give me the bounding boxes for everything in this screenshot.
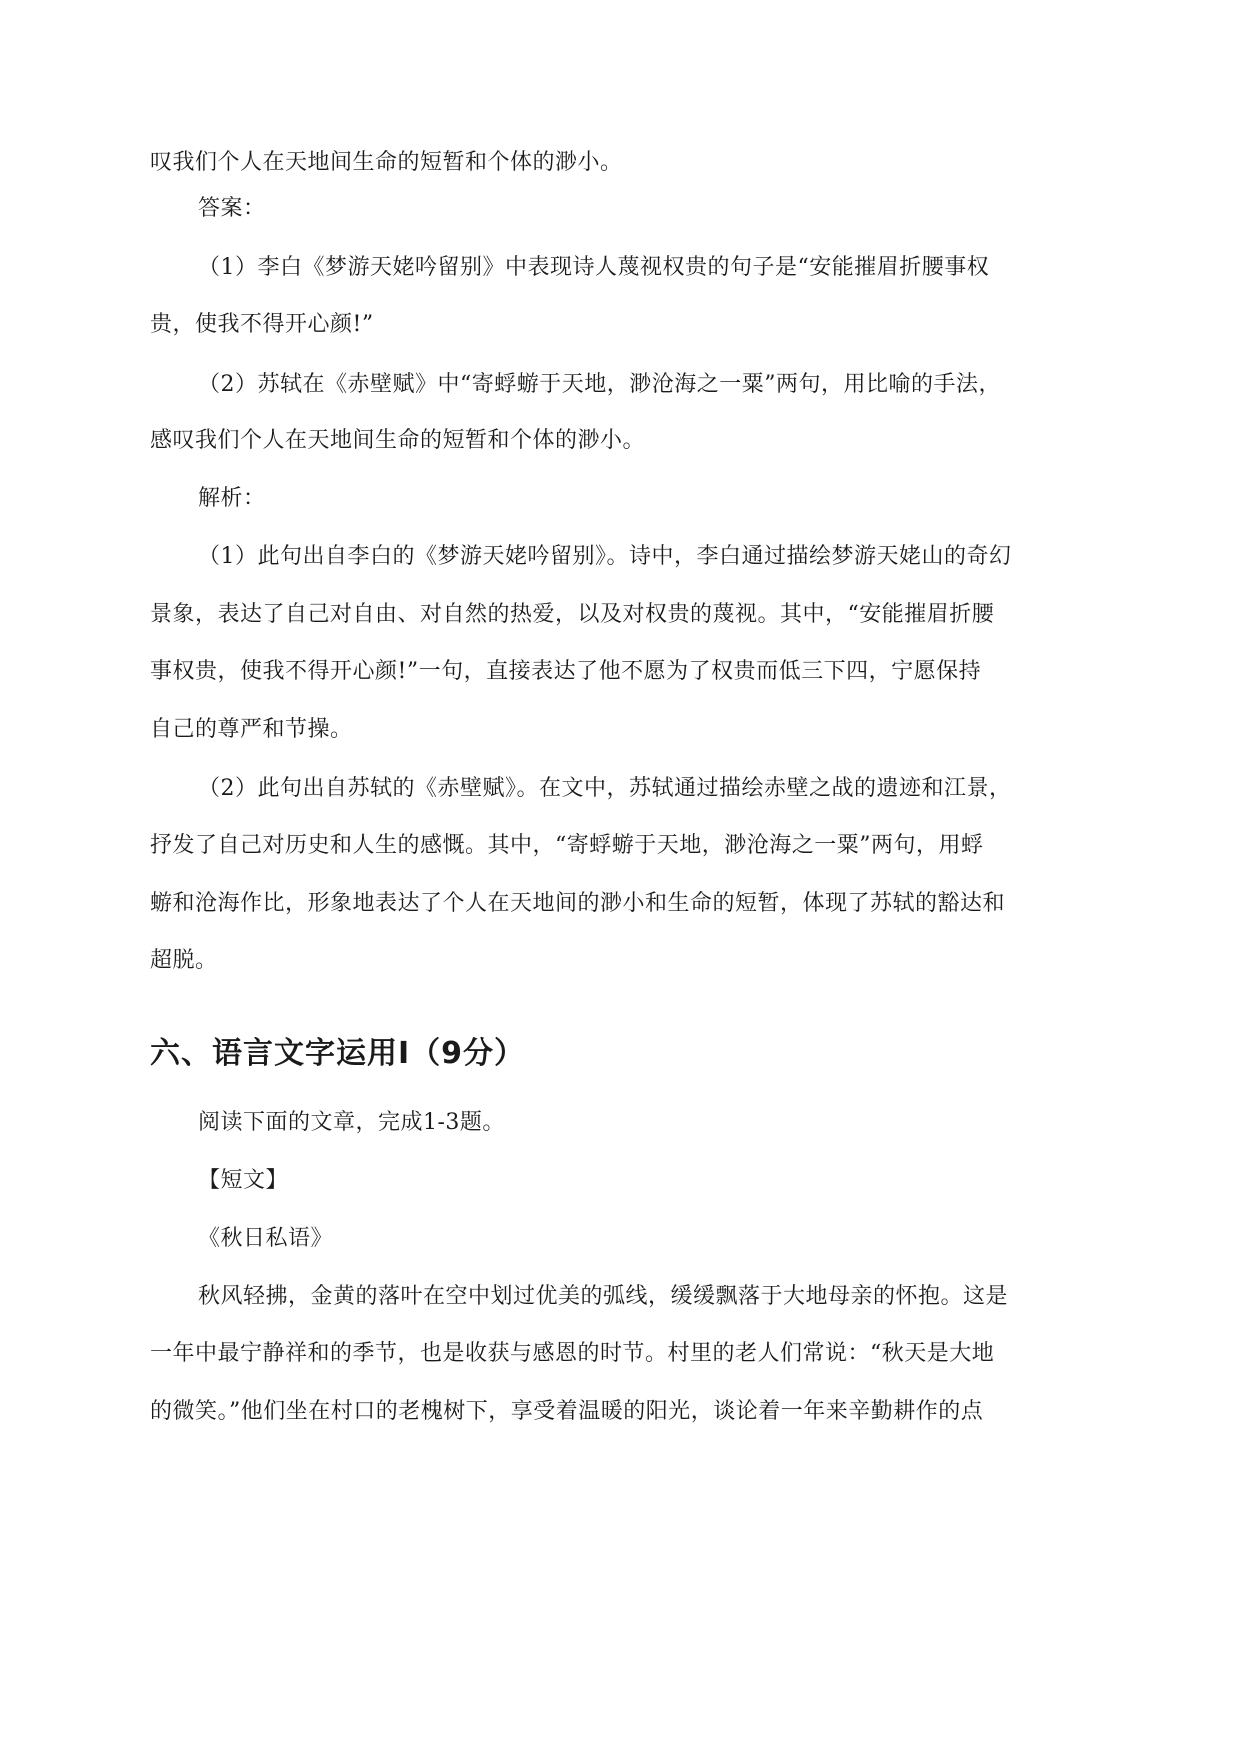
answer-label: 答案： [198,196,266,221]
text-line: 感叹我们个人在天地间生命的短暂和个体的渺小。 [150,428,646,453]
text-line: 景象，表达了自己对自由、对自然的热爱，以及对权贵的蔑视。其中，“安能摧眉折腰 [150,602,995,627]
text-line: （2）苏轼在《赤壁赋》中“寄蜉蝣于天地，渺沧海之一粟”两句，用比喻的手法， [198,372,1001,397]
text-line: （1）此句出自李白的《梦游天姥吟留别》。诗中，李白通过描绘梦游天姥山的奇幻 [198,544,1012,569]
instruction-text: 阅读下面的文章，完成1-3题。 [198,1110,505,1135]
passage-label: 【短文】 [198,1168,289,1193]
text-line: （1）李白《梦游天姥吟留别》中表现诗人蔑视权贵的句子是“安能摧眉折腰事权 [198,255,990,280]
text-line: 贵，使我不得开心颜!” [150,312,374,337]
passage-text: 秋风轻拂，金黄的落叶在空中划过优美的弧线，缓缓飘落于大地母亲的怀抱。这是 [198,1284,1009,1309]
passage-title: 《秋日私语》 [198,1226,334,1251]
text-line: 抒发了自己对历史和人生的感慨。其中，“寄蜉蝣于天地，渺沧海之一粟”两句，用蜉 [150,833,984,858]
analysis-label: 解析： [198,486,266,511]
text-line: 超脱。 [150,948,218,973]
section-heading: 六、语言文字运用Ⅰ（9分） [150,1036,526,1071]
passage-text: 一年中最宁静祥和的季节，也是收获与感恩的时节。村里的老人们常说：“秋天是大地 [150,1341,995,1366]
text-line: 自己的尊严和节操。 [150,717,353,742]
text-line: （2）此句出自苏轼的《赤壁赋》。在文中，苏轼通过描绘赤壁之战的遗迹和江景， [198,776,1012,801]
passage-text: 的微笑。”他们坐在村口的老槐树下，享受着温暖的阳光，谈论着一年来辛勤耕作的点 [150,1399,984,1424]
text-line: 叹我们个人在天地间生命的短暂和个体的渺小。 [150,150,623,175]
text-line: 蝣和沧海作比，形象地表达了个人在天地间的渺小和生命的短暂，体现了苏轼的豁达和 [150,891,1006,916]
text-line: 事权贵，使我不得开心颜!”一句，直接表达了他不愿为了权贵而低三下四，宁愿保持 [150,659,982,684]
